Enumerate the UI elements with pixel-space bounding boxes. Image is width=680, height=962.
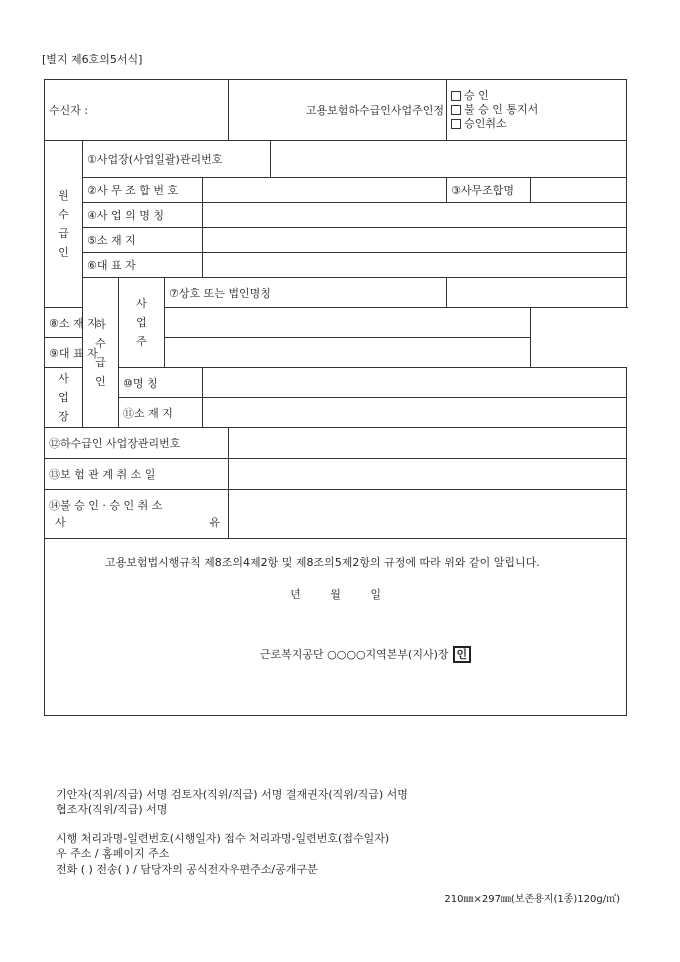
footer-line-4: 우 주소 / 홈페이지 주소 xyxy=(56,847,170,860)
field-8-value[interactable] xyxy=(165,308,531,338)
notice-issuer: 근로복지공단 ○○○○지역본부(지사)장 인 xyxy=(111,646,620,663)
notice-text: 고용보험법시행규칙 제8조의4제2항 및 제8조의5제2항의 규정에 따라 위와 같이 알립니다. xyxy=(105,556,540,569)
field-2-label: ②사 무 조 합 번 호 xyxy=(83,178,203,203)
recipient-label: 수신자 : xyxy=(45,80,229,141)
option-cancel: 승인취소 xyxy=(451,117,622,131)
field-2-value[interactable] xyxy=(203,178,447,203)
option-reject: 불 승 인 통지서 xyxy=(451,103,622,117)
notice-date: 년 월 일 xyxy=(290,588,381,601)
footer-line-3: 시행 처리과명-일련번호(시행일자) 접수 처리과명-일련번호(접수일자) xyxy=(56,832,390,845)
form-table xyxy=(44,79,627,716)
site-label: 사 업 장 xyxy=(45,368,83,428)
field-3-label: ③사무조합명 xyxy=(447,178,531,203)
field-5-value[interactable] xyxy=(203,228,627,253)
paper-spec: 210㎜×297㎜(보존용지(1종)120g/㎡) xyxy=(444,894,620,905)
recipient-row xyxy=(45,80,627,141)
field-7-value[interactable] xyxy=(447,278,627,308)
footer-line-1: 기안자(직위/직급) 서명 검토자(직위/직급) 서명 결재권자(직위/직급) 서명 xyxy=(56,788,408,801)
field-12-value[interactable] xyxy=(229,428,627,459)
field-4-value[interactable] xyxy=(203,203,627,228)
field-14-value[interactable] xyxy=(229,490,627,539)
field-13-label: ⑬보 험 관 계 취 소 일 xyxy=(45,459,229,490)
footer-line-2: 협조자(직위/직급) 서명 xyxy=(56,803,168,816)
field-1-label: ①사업장(사업일괄)관리번호 xyxy=(83,141,271,178)
field-9-label: ⑨대 표 자 xyxy=(45,338,119,368)
field-5-label: ⑤소 재 지 xyxy=(83,228,203,253)
field-7-label: ⑦상호 또는 법인명칭 xyxy=(165,278,447,308)
field-13-value[interactable] xyxy=(229,459,627,490)
seal-stamp: 인 xyxy=(453,646,472,663)
field-11-value[interactable] xyxy=(203,398,627,428)
field-6-value[interactable] xyxy=(203,253,627,278)
field-4-label: ④사 업 의 명 칭 xyxy=(83,203,203,228)
field-9-value[interactable] xyxy=(165,338,531,368)
field-10-value[interactable] xyxy=(203,368,627,398)
field-12-label: ⑫하수급인 사업장관리번호 xyxy=(45,428,229,459)
doc-title: 고용보험하수급인사업주인정 xyxy=(229,80,447,141)
field-14-label: ⑭불 승 인 · 승 인 취 소 사 유 xyxy=(45,490,229,539)
field-1-value[interactable] xyxy=(271,141,627,178)
field-8-label: ⑧소 재 지 xyxy=(45,308,119,338)
field-10-label: ⑩명 칭 xyxy=(119,368,203,398)
checkbox[interactable] xyxy=(451,105,461,115)
field-3-value[interactable] xyxy=(531,178,627,203)
field-6-label: ⑥대 표 자 xyxy=(83,253,203,278)
employer-label: 사 업 주 xyxy=(119,278,165,368)
doc-type-options xyxy=(447,80,627,141)
form-label: [별지 제6호의5서식] xyxy=(42,53,143,66)
option-approve: 승 인 xyxy=(451,89,622,103)
notice-box xyxy=(45,539,627,716)
subcontractor-label: 하 수 급 인 xyxy=(83,278,119,428)
field-11-label: ⑪소 재 지 xyxy=(119,398,203,428)
footer-line-5: 전화 ( ) 전송( ) / 담당자의 공식전자우편주소/공개구분 xyxy=(56,863,318,876)
checkbox[interactable] xyxy=(451,91,461,101)
checkbox[interactable] xyxy=(451,119,461,129)
original-contractor-label: 원 수 급 인 xyxy=(45,141,83,308)
